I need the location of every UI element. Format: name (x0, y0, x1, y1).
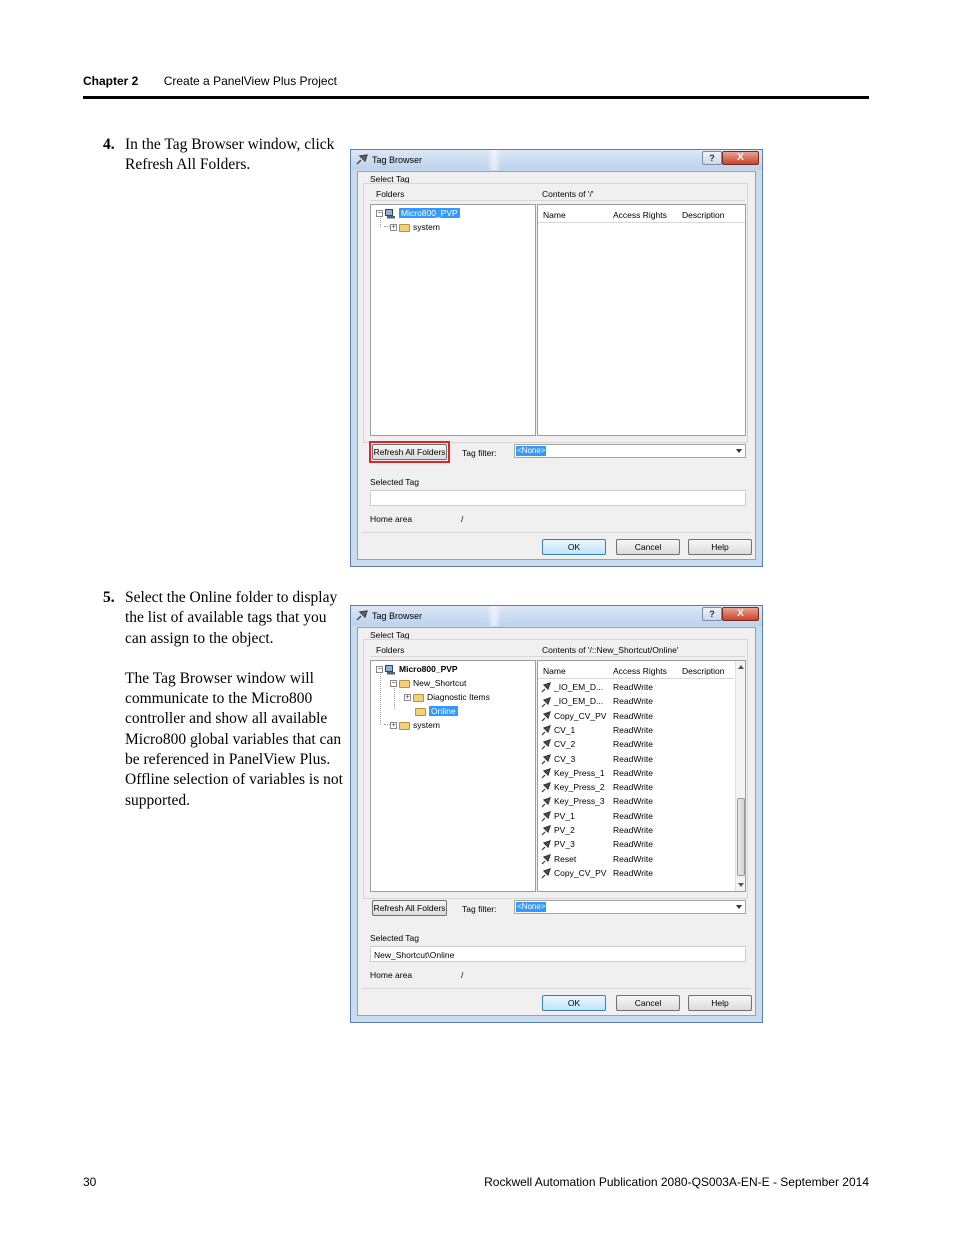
tree-item-label: Online (431, 706, 456, 716)
tree-item-new-shortcut[interactable] (390, 677, 466, 689)
column-description[interactable]: Description (682, 666, 725, 676)
tag-row[interactable] (541, 838, 731, 850)
tag-icon (541, 754, 551, 765)
tag-name: PV_3 (554, 839, 575, 850)
tree-item-label: system (413, 720, 440, 730)
tag-row[interactable] (541, 710, 731, 722)
tag-icon (541, 854, 551, 865)
tag-access: ReadWrite (613, 696, 653, 707)
folder-icon (413, 694, 424, 702)
tag-filter-select[interactable] (514, 900, 746, 914)
home-area-value: / (461, 514, 464, 524)
tag-filter-label: Tag filter: (462, 448, 497, 458)
tag-access: ReadWrite (613, 810, 653, 821)
tree-item-label: Micro800_PVP (399, 664, 458, 674)
footer-divider (362, 532, 751, 533)
tag-icon (541, 797, 551, 808)
cancel-button[interactable]: Cancel (616, 995, 680, 1011)
dialog-title: Tag Browser (372, 611, 423, 621)
contents-header: Contents of '/' (542, 189, 594, 199)
tag-row[interactable] (541, 795, 731, 807)
home-area-label: Home area (370, 970, 413, 980)
tag-row[interactable] (541, 681, 731, 693)
header-rule (83, 96, 869, 99)
dialog-title: Tag Browser (372, 155, 423, 165)
tag-filter-value: <None> (517, 446, 546, 455)
chevron-down-icon (736, 449, 742, 453)
tag-icon (541, 811, 551, 822)
help-button[interactable]: Help (688, 995, 752, 1011)
column-access-rights[interactable]: Access Rights (613, 210, 667, 220)
step-4 (103, 135, 343, 176)
ok-button[interactable]: OK (542, 539, 606, 555)
tree-item-label: system (413, 222, 440, 232)
tag-access: ReadWrite (613, 867, 653, 878)
tag-name: Key_Press_2 (554, 782, 605, 793)
header-divider (370, 200, 745, 201)
tree-item-micro800[interactable] (376, 207, 460, 219)
refresh-all-folders-button[interactable]: Refresh All Folders (372, 900, 447, 916)
folders-header: Folders (376, 189, 405, 199)
tag-row[interactable] (541, 867, 731, 879)
tag-row[interactable] (541, 853, 731, 865)
tag-access: ReadWrite (613, 724, 653, 735)
scroll-down-icon[interactable] (738, 883, 744, 887)
tag-icon (541, 725, 551, 736)
help-title-button[interactable]: ? (702, 151, 722, 165)
tag-browser-dialog-2 (350, 605, 763, 1023)
tree-item-system[interactable] (390, 221, 440, 233)
open-folder-icon (415, 708, 426, 716)
tag-row[interactable] (541, 695, 731, 707)
tag-icon (541, 868, 551, 879)
tag-row[interactable] (541, 824, 731, 836)
collapse-icon[interactable]: − (391, 680, 396, 688)
step-5 (103, 588, 343, 811)
tag-row[interactable] (541, 753, 731, 765)
chapter-label: Chapter 2 (83, 74, 139, 88)
publication-info: Rockwell Automation Publication 2080-QS003A-EN-E - September 2014 (484, 1175, 869, 1189)
tag-row[interactable] (541, 738, 731, 750)
tag-name: PV_1 (554, 810, 575, 821)
chevron-down-icon (736, 905, 742, 909)
tag-name: CV_3 (554, 753, 576, 764)
tag-icon (356, 153, 368, 165)
folders-header: Folders (376, 645, 405, 655)
page-header (83, 74, 337, 88)
expand-icon[interactable]: + (405, 694, 410, 702)
tag-filter-select[interactable] (514, 444, 746, 458)
tag-access: ReadWrite (613, 782, 653, 793)
tag-icon (541, 682, 551, 693)
column-access-rights[interactable]: Access Rights (613, 666, 667, 676)
selected-tag-label: Selected Tag (370, 933, 419, 943)
tree-item-micro800[interactable] (376, 663, 458, 675)
step-text: The Tag Browser window will communicate to the Micro800 controller and show all available Micro800 global variables that can be referenced in PanelView Plus. Offline selection of variables is not supported. (125, 669, 343, 809)
selected-tag-input[interactable] (370, 946, 746, 962)
help-button[interactable]: Help (688, 539, 752, 555)
tree-item-label: New_Shortcut (413, 678, 467, 688)
close-button[interactable]: X (722, 151, 759, 165)
home-area-label: Home area (370, 514, 413, 524)
tag-name: CV_1 (554, 724, 576, 735)
vertical-scrollbar[interactable] (735, 661, 745, 891)
column-divider (538, 222, 745, 223)
step-text: Select the Online folder to display the list of available tags that you can assign to the object. (125, 589, 338, 647)
tree-item-diagnostic-items[interactable] (404, 691, 490, 703)
tag-icon (541, 782, 551, 793)
tag-icon (541, 711, 551, 722)
tag-name: Copy_CV_PV (554, 710, 607, 721)
tag-name: Key_Press_3 (554, 796, 605, 807)
tag-name: _IO_EM_D... (554, 682, 604, 692)
collapse-icon[interactable]: − (377, 210, 382, 218)
close-button[interactable]: X (722, 607, 759, 621)
step-number: 5. (103, 589, 115, 606)
tag-access: ReadWrite (613, 796, 653, 807)
tag-icon (356, 609, 368, 621)
tag-icon (541, 825, 551, 836)
tag-row[interactable] (541, 767, 731, 779)
tag-row[interactable] (541, 781, 731, 793)
chapter-title: Create a PanelView Plus Project (163, 74, 337, 88)
cancel-button[interactable]: Cancel (616, 539, 680, 555)
step-number: 4. (103, 136, 115, 153)
title-glare (487, 150, 501, 170)
tag-icon (541, 840, 551, 851)
tag-name: _IO_EM_D... (554, 696, 604, 707)
tag-access: ReadWrite (613, 767, 653, 778)
tag-access: ReadWrite (613, 739, 653, 750)
home-area-value: / (461, 970, 464, 980)
page-number: 30 (83, 1175, 97, 1189)
tree-item-label: Micro800_PVP (401, 208, 458, 218)
contents-header: Contents of '/::New_Shortcut/Online' (542, 645, 679, 655)
refresh-all-folders-button[interactable]: Refresh All Folders (372, 444, 447, 460)
selected-tag-value: New_Shortcut\Online (374, 950, 455, 960)
tree-item-system[interactable] (390, 719, 440, 731)
tag-name: Reset (554, 853, 577, 864)
contents-pane[interactable] (537, 204, 746, 436)
tag-access: ReadWrite (613, 753, 653, 764)
tag-icon (541, 739, 551, 750)
tag-name: Key_Press_1 (554, 767, 605, 778)
controller-icon (385, 209, 396, 219)
header-divider (370, 656, 745, 657)
tag-filter-value: <None> (517, 902, 546, 911)
tag-access: ReadWrite (613, 710, 653, 721)
contents-pane[interactable] (537, 660, 746, 892)
step-text: In the Tag Browser window, click Refresh All Folders. (125, 136, 335, 174)
tag-access: ReadWrite (613, 839, 653, 850)
expand-icon[interactable]: + (391, 224, 396, 232)
ok-button[interactable]: OK (542, 995, 606, 1011)
tag-row[interactable] (541, 724, 731, 736)
scroll-up-icon[interactable] (738, 665, 744, 669)
tag-icon (541, 697, 551, 708)
tag-name: Copy_CV_PV (554, 867, 607, 878)
tag-icon (541, 768, 551, 779)
column-name[interactable]: Name (543, 666, 566, 676)
folders-pane[interactable] (370, 204, 536, 436)
title-bar[interactable] (351, 150, 762, 170)
dialog-body (357, 171, 756, 560)
column-name[interactable]: Name (543, 210, 566, 220)
collapse-icon[interactable]: − (377, 666, 382, 674)
footer-divider (362, 988, 751, 989)
scroll-thumb[interactable] (737, 798, 745, 876)
controller-icon (385, 665, 396, 675)
folders-pane[interactable] (370, 660, 536, 892)
dialog-body (357, 627, 756, 1016)
tag-access: ReadWrite (613, 825, 653, 835)
tag-row[interactable] (541, 810, 731, 822)
expand-icon[interactable]: + (391, 722, 396, 730)
tree-item-label: Diagnostic Items (427, 692, 490, 702)
column-divider (538, 678, 734, 679)
title-bar[interactable] (351, 606, 762, 626)
tree-item-online[interactable] (415, 705, 458, 717)
tag-access: ReadWrite (613, 682, 653, 692)
tag-name: PV_2 (554, 825, 575, 835)
select-tag-label: Select Tag (370, 630, 410, 640)
column-description[interactable]: Description (682, 210, 725, 220)
selected-tag-label: Selected Tag (370, 477, 419, 487)
title-glare (487, 606, 501, 626)
folder-icon (399, 680, 410, 688)
tag-access: ReadWrite (613, 853, 653, 864)
highlight-box (369, 441, 450, 463)
selected-tag-input[interactable] (370, 490, 746, 506)
help-title-button[interactable]: ? (702, 607, 722, 621)
tag-filter-label: Tag filter: (462, 904, 497, 914)
folder-icon (399, 224, 410, 232)
folder-icon (399, 722, 410, 730)
tag-name: CV_2 (554, 739, 576, 750)
tag-browser-dialog-1 (350, 149, 763, 567)
select-tag-label: Select Tag (370, 174, 410, 184)
tree-line (380, 671, 381, 725)
